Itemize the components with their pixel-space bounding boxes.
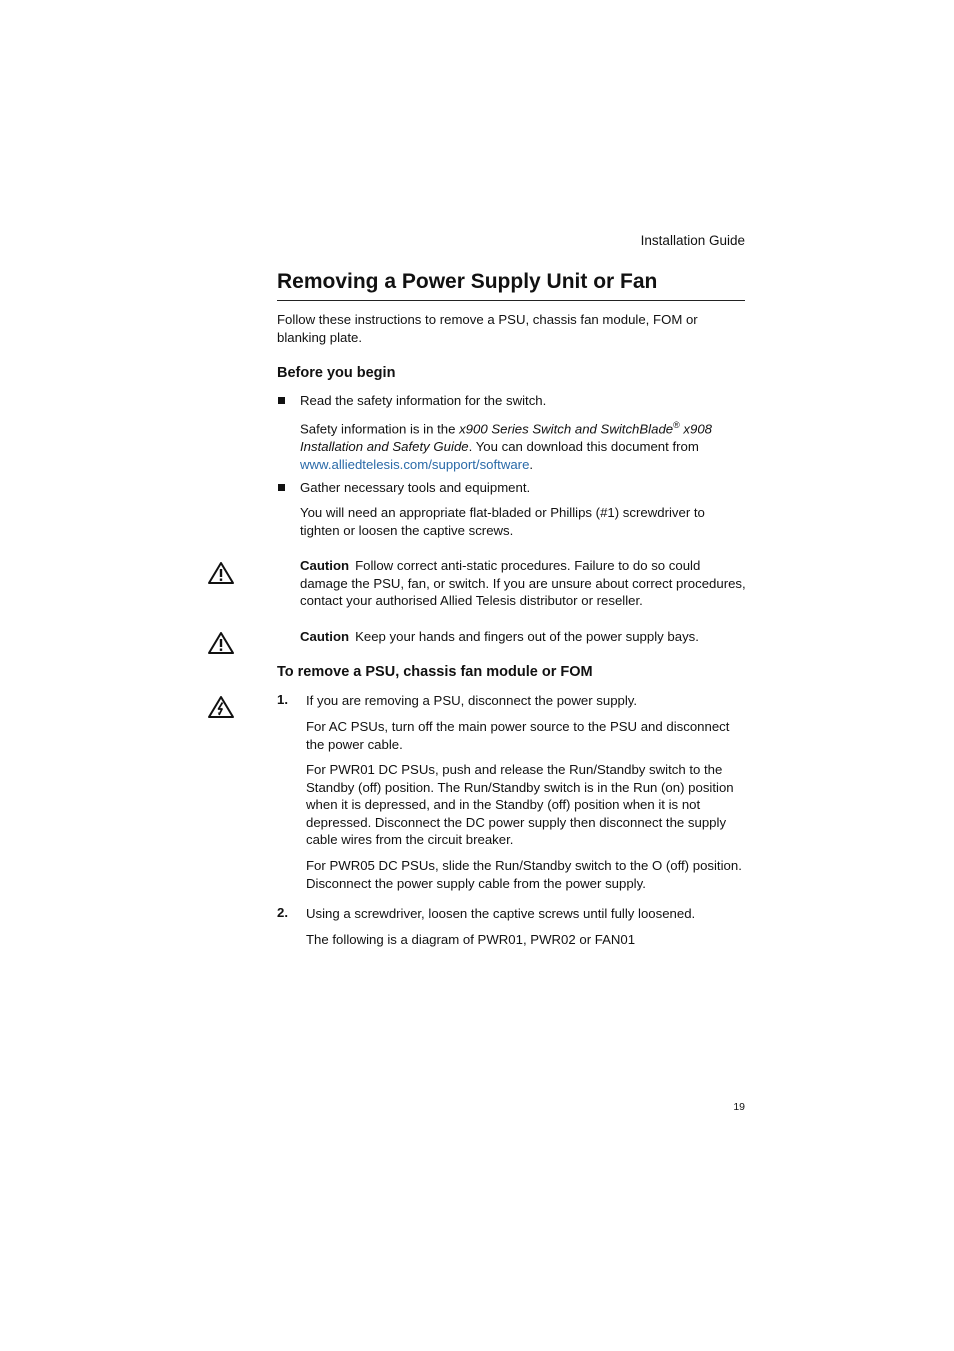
registered-mark: ® xyxy=(673,420,680,430)
bullet-tools: Gather necessary tools and equipment. xyxy=(300,480,531,495)
safety-end: . xyxy=(529,456,534,472)
page-title: Removing a Power Supply Unit or Fan xyxy=(277,270,658,293)
step1-pwr05-paragraph: For PWR05 DC PSUs, slide the Run/Standby switch to the O (off) position. Disconnect the power supply cable from the power supply. xyxy=(306,858,742,891)
safety-pre: Safety information is in the xyxy=(300,421,460,437)
support-link[interactable]: www.alliedtelesis.com/support/software xyxy=(300,456,530,472)
caution-label: Caution xyxy=(300,629,350,644)
bullet-marker xyxy=(278,484,285,491)
step1-ac-paragraph: For AC PSUs, turn off the main power source to the PSU and disconnect the power cable. xyxy=(306,719,730,752)
caution-hands xyxy=(300,628,747,646)
warning-icon xyxy=(207,561,235,585)
title-rule xyxy=(277,300,745,301)
caution-text: Keep your hands and fingers out of the power supply bays. xyxy=(355,629,699,644)
caution-text: Follow correct anti-static procedures. Failure to do so could damage the PSU, fan, or switch. If you are unsure about correct procedures, contact your authorised Allied Telesis distributor or reseller. xyxy=(300,558,746,609)
caution-antistatic xyxy=(300,557,747,610)
bullet-safety: Read the safety information for the switch. xyxy=(300,393,547,408)
step-number: 2. xyxy=(277,905,288,920)
before-heading: Before you begin xyxy=(277,365,396,381)
procedure-heading: To remove a PSU, chassis fan module or FOM xyxy=(277,664,593,680)
electrical-hazard-icon xyxy=(207,695,235,719)
step2-note: The following is a diagram of PWR01, PWR02 or FAN01 xyxy=(306,932,636,947)
intro-paragraph: Follow these instructions to remove a PSU, chassis fan module, FOM or blanking plate. xyxy=(277,312,698,345)
safety-mid: . You can download this document from xyxy=(468,438,699,454)
step2-text: Using a screwdriver, loosen the captive screws until fully loosened. xyxy=(306,906,696,921)
safety-info-paragraph xyxy=(300,417,745,473)
tools-paragraph: You will need an appropriate flat-bladed or Phillips (#1) screwdriver to tighten or loosen the captive screws. xyxy=(300,505,705,538)
step1-pwr01-paragraph: For PWR01 DC PSUs, push and release the Run/Standby switch to the Standby (off) position. The Run/Standby switch is in the Run (on) position when it is depressed, and in the Standby (off) position when it is not depressed. Disconnect the DC power supply then disconnect the supply cable wires from the circuit breaker. xyxy=(306,762,734,848)
bullet-marker xyxy=(278,397,285,404)
guide-title-b: x908 Installation and Safety Guide xyxy=(300,421,713,454)
page-number: 19 xyxy=(733,1101,745,1113)
step1-text: If you are removing a PSU, disconnect the power supply. xyxy=(306,693,638,708)
warning-icon xyxy=(207,631,235,655)
guide-title-a: x900 Series Switch and SwitchBlade xyxy=(459,421,674,437)
step-number: 1. xyxy=(277,692,288,707)
running-header: Installation Guide xyxy=(640,233,745,248)
caution-label: Caution xyxy=(300,558,350,573)
